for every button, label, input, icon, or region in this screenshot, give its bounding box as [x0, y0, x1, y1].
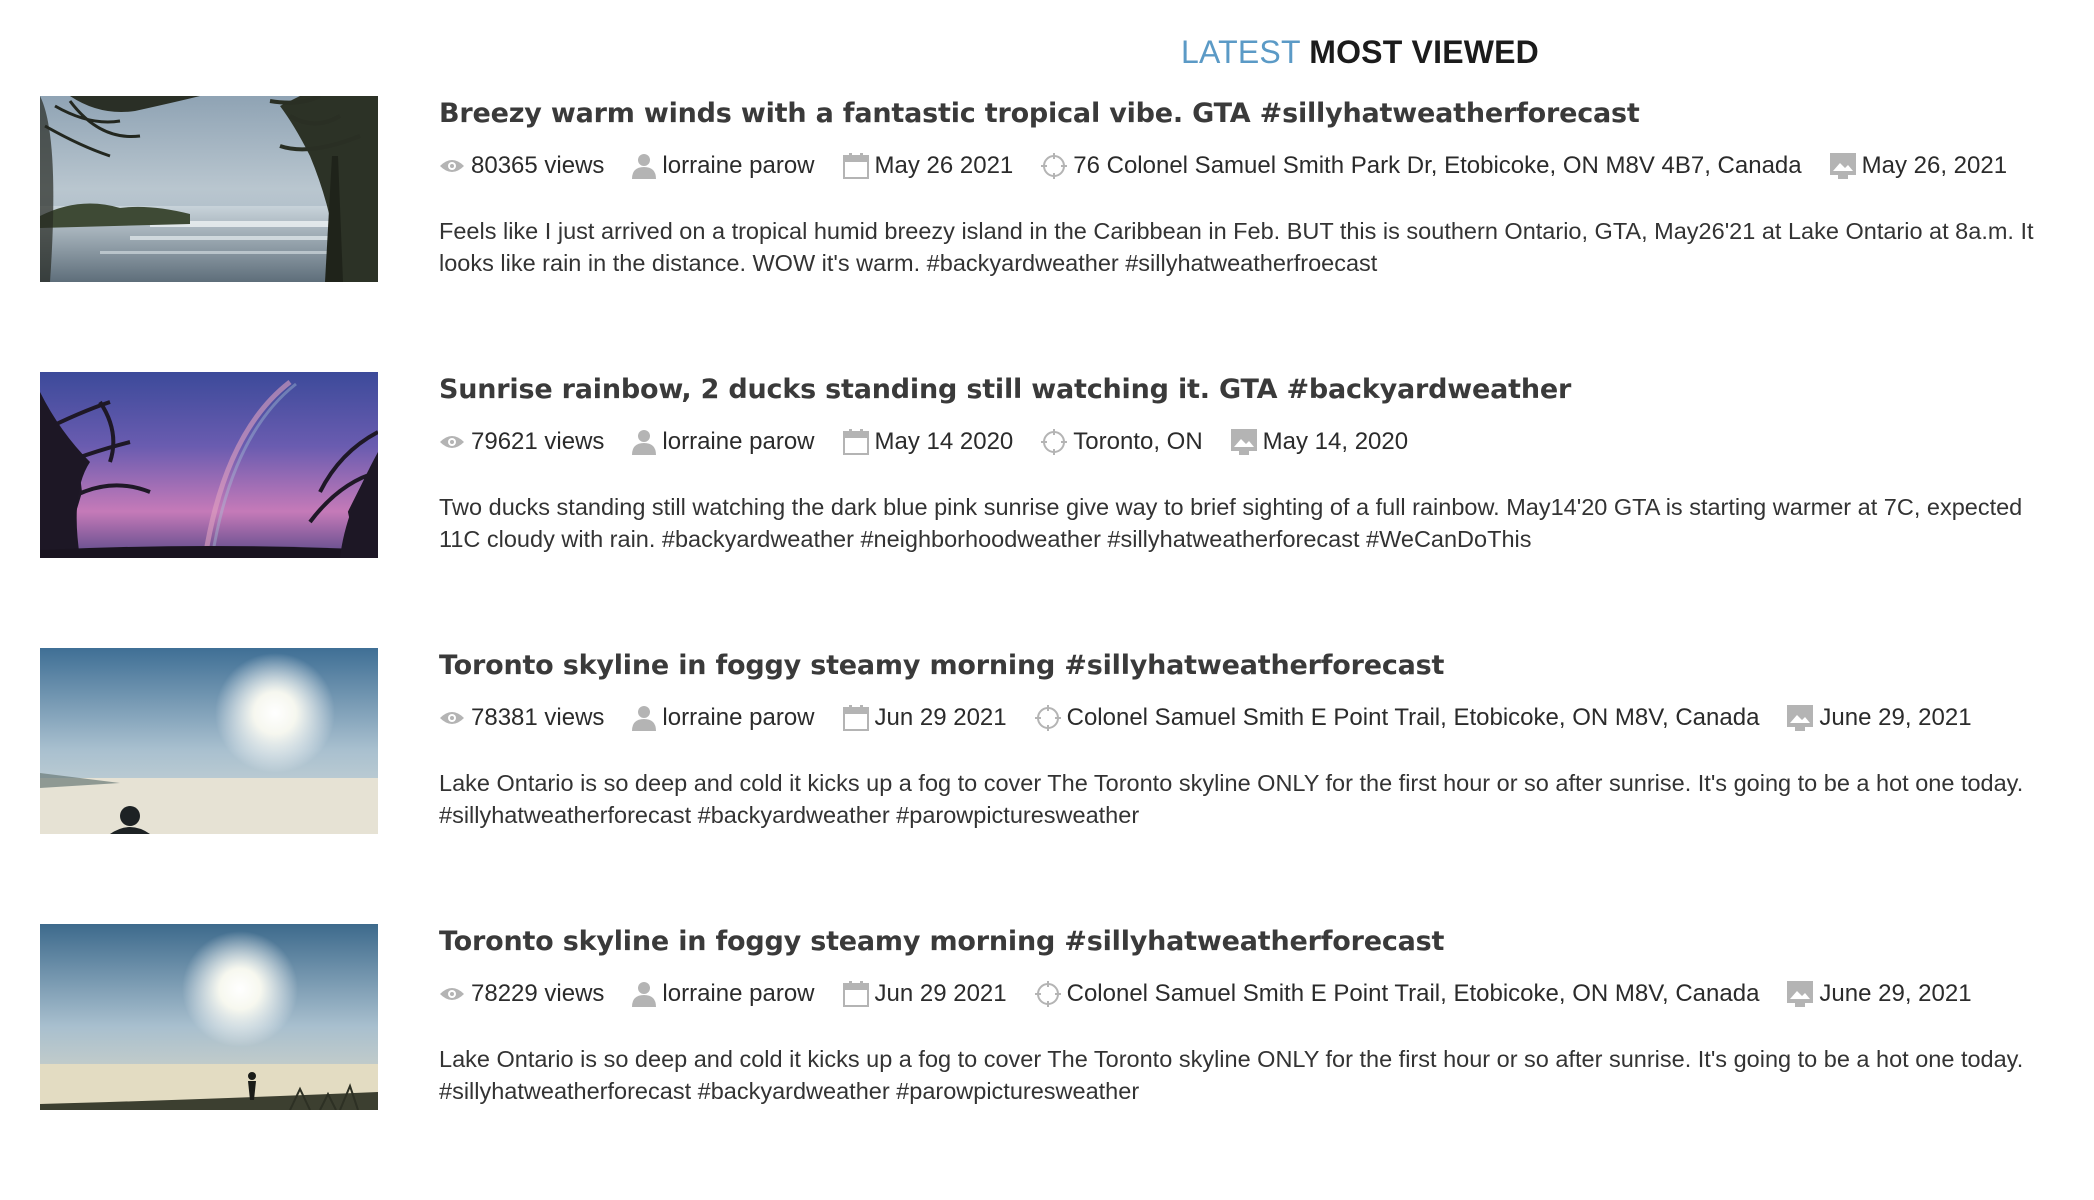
crosshair-icon	[1041, 429, 1067, 455]
location	[1041, 152, 1801, 180]
post-date	[843, 428, 1014, 456]
taken-text: May 26, 2021	[1861, 152, 2008, 179]
location-text: 76 Colonel Samuel Smith Park Dr, Etobicoke, ON M8V 4B7, Canada	[1073, 152, 1802, 179]
post-list	[40, 96, 2034, 1200]
location-text: Toronto, ON	[1073, 428, 1203, 455]
eye-icon	[439, 434, 465, 450]
author-name[interactable]: lorraine parow	[662, 980, 815, 1007]
post-meta	[439, 977, 2049, 1011]
post-content	[439, 648, 2049, 831]
post-content	[439, 924, 2049, 1107]
post-thumbnail[interactable]	[40, 648, 378, 834]
views-text: 78381 views	[471, 704, 605, 731]
views-count	[439, 704, 604, 732]
date-text: Jun 29 2021	[874, 704, 1007, 731]
taken-text: May 14, 2020	[1262, 428, 1409, 455]
post-content	[439, 372, 2049, 555]
location	[1035, 980, 1760, 1008]
list-item	[40, 372, 2030, 558]
taken-text: June 29, 2021	[1819, 980, 1972, 1007]
author	[632, 704, 814, 732]
views-text: 80365 views	[471, 152, 605, 179]
views-count	[439, 980, 604, 1008]
eye-icon	[439, 986, 465, 1002]
tab-most-viewed[interactable]: MOST VIEWED	[1309, 34, 1539, 70]
user-icon	[632, 705, 656, 731]
location	[1041, 428, 1202, 456]
views-count	[439, 152, 604, 180]
user-icon	[632, 429, 656, 455]
views-count	[439, 428, 604, 456]
post-title[interactable]: Toronto skyline in foggy steamy morning #sillyhatweatherforecast	[439, 650, 1445, 681]
list-item	[40, 96, 2034, 282]
crosshair-icon	[1035, 705, 1061, 731]
views-text: 79621 views	[471, 428, 605, 455]
photo-icon	[1787, 705, 1813, 731]
post-title[interactable]: Breezy warm winds with a fantastic tropical vibe. GTA #sillyhatweatherforecast	[439, 98, 1640, 129]
author-name[interactable]: lorraine parow	[662, 428, 815, 455]
views-text: 78229 views	[471, 980, 605, 1007]
author	[632, 428, 814, 456]
calendar-icon	[843, 429, 869, 455]
post-date	[843, 980, 1007, 1008]
date-text: May 14 2020	[874, 428, 1014, 455]
author	[632, 980, 814, 1008]
date-text: May 26 2021	[874, 152, 1014, 179]
post-date	[843, 704, 1007, 732]
user-icon	[632, 981, 656, 1007]
photo-icon	[1787, 981, 1813, 1007]
post-thumbnail[interactable]	[40, 924, 378, 1110]
post-meta	[439, 701, 2049, 735]
calendar-icon	[843, 705, 869, 731]
list-item	[40, 924, 2030, 1110]
crosshair-icon	[1041, 153, 1067, 179]
post-content	[439, 96, 2049, 279]
list-item	[40, 648, 2030, 834]
taken-text: June 29, 2021	[1819, 704, 1972, 731]
eye-icon	[439, 158, 465, 174]
post-meta	[439, 425, 2049, 459]
location	[1035, 704, 1760, 732]
author-name[interactable]: lorraine parow	[662, 152, 815, 179]
author-name[interactable]: lorraine parow	[662, 704, 815, 731]
crosshair-icon	[1035, 981, 1061, 1007]
photo-icon	[1830, 153, 1856, 179]
post-title[interactable]: Toronto skyline in foggy steamy morning #sillyhatweatherforecast	[439, 926, 1445, 957]
calendar-icon	[843, 981, 869, 1007]
eye-icon	[439, 710, 465, 726]
post-description: Lake Ontario is so deep and cold it kicks up a fog to cover The Toronto skyline ONLY for the first hour or so after sunrise. It's going to be a hot one today. #sillyhatweatherforecast #backyardweather #parowpicturesweather	[439, 1046, 2024, 1104]
user-icon	[632, 153, 656, 179]
post-meta	[439, 149, 2049, 183]
post-description: Feels like I just arrived on a tropical humid breezy island in the Caribbean in Feb. BUT this is southern Ontario, GTA, May26'21 at Lake Ontario at 8a.m. It looks like rain in the distance. WOW it's warm. #backyardweather #sillyhatweatherfroecast	[439, 218, 2034, 276]
taken-date	[1830, 152, 2007, 180]
author	[632, 152, 814, 180]
date-text: Jun 29 2021	[874, 980, 1007, 1007]
post-title[interactable]: Sunrise rainbow, 2 ducks standing still watching it. GTA #backyardweather	[439, 374, 1572, 405]
taken-date	[1231, 428, 1408, 456]
post-thumbnail[interactable]	[40, 96, 378, 282]
feed-tabs	[1181, 34, 1539, 71]
location-text: Colonel Samuel Smith E Point Trail, Etobicoke, ON M8V, Canada	[1066, 980, 1760, 1007]
location-text: Colonel Samuel Smith E Point Trail, Etobicoke, ON M8V, Canada	[1066, 704, 1760, 731]
calendar-icon	[843, 153, 869, 179]
taken-date	[1787, 704, 1971, 732]
taken-date	[1787, 980, 1971, 1008]
tab-latest[interactable]: LATEST	[1180, 34, 1301, 70]
post-description: Lake Ontario is so deep and cold it kicks up a fog to cover The Toronto skyline ONLY for the first hour or so after sunrise. It's going to be a hot one today. #sillyhatweatherforecast #backyardweather #parowpicturesweather	[439, 770, 2024, 828]
post-thumbnail[interactable]	[40, 372, 378, 558]
post-description: Two ducks standing still watching the dark blue pink sunrise give way to brief sighting of a full rainbow. May14'20 GTA is starting warmer at 7C, expected 11C cloudy with rain. #backyardweather #neighborhoodweather #sillyhatweatherforecast #WeCanDoThis	[439, 494, 2023, 552]
post-date	[843, 152, 1014, 180]
photo-icon	[1231, 429, 1257, 455]
